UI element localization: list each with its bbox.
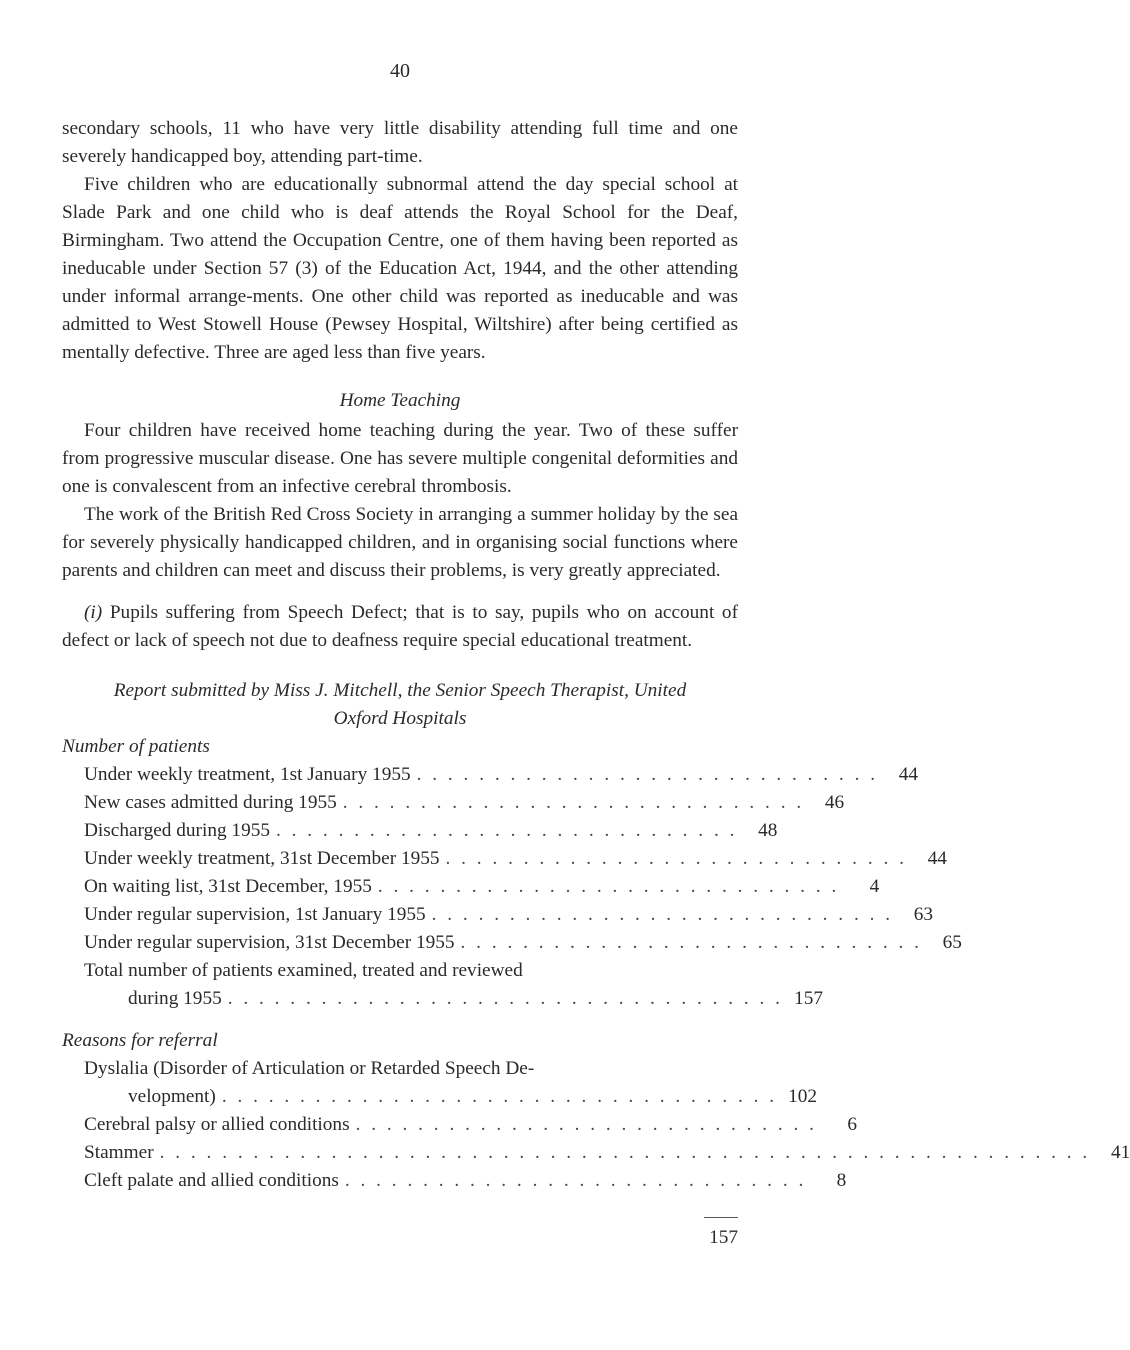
row-label: Cerebral palsy or allied conditions bbox=[84, 1114, 350, 1135]
leader-dots: . . . . . . . . . . . . . . . . . . . . . . . . . . . . . . bbox=[276, 820, 738, 841]
leader-dots: . . . . . . . . . . . . . . . . . . . . . . . . . . . . . . . . . . . . bbox=[227, 988, 783, 1009]
row-value: 4 bbox=[869, 876, 880, 897]
row-label-line1: Total number of patients examined, treated and reviewed bbox=[84, 960, 523, 981]
row-value: 48 bbox=[758, 820, 778, 841]
list-item bbox=[62, 761, 919, 789]
reasons-heading: Reasons for referral bbox=[62, 1030, 218, 1051]
patients-list bbox=[62, 761, 962, 1013]
reasons-total bbox=[62, 1217, 738, 1252]
row-value: 44 bbox=[927, 848, 947, 869]
leader-dots: . . . . . . . . . . . . . . . . . . . . . . . . . . . . . . bbox=[416, 764, 879, 785]
leader-dots: . . . . . . . . . . . . . . . . . . . . . . . . . . . . . . . . . . . . bbox=[221, 1086, 778, 1107]
paragraph-secondary-schools: secondary schools, 11 who have very little disability attending full time and one severely handicapped boy, attending part-time. bbox=[62, 118, 738, 167]
list-item bbox=[62, 1139, 1130, 1167]
row-continuation bbox=[84, 985, 823, 1013]
leader-dots: . . . . . . . . . . . . . . . . . . . . . . . . . . . . . . bbox=[431, 904, 894, 925]
list-item bbox=[62, 789, 845, 817]
leader-dots: . . . . . . . . . . . . . . . . . . . . . . . . . . . . . . . . . . . . . . . . . . . . . . . . . . . . . . . . . . . . bbox=[159, 1142, 1091, 1163]
page-number: 40 bbox=[390, 60, 410, 82]
row-value: 63 bbox=[913, 904, 934, 925]
reasons-list bbox=[62, 1055, 1130, 1252]
row-label: Under weekly treatment, 1st January 1955 bbox=[84, 764, 411, 785]
row-label: New cases admitted during 1955 bbox=[84, 792, 337, 813]
report-title bbox=[62, 677, 738, 733]
speech-defect-label: (i) bbox=[84, 602, 103, 623]
row-value: 41 bbox=[1110, 1142, 1130, 1163]
row-label: Under regular supervision, 31st December 1955 bbox=[84, 932, 455, 953]
leader-dots: . . . . . . . . . . . . . . . . . . . . . . . . . . . . . . bbox=[342, 792, 805, 813]
row-continuation bbox=[84, 1083, 818, 1111]
page-body bbox=[62, 115, 1130, 1252]
report-title-line2: Oxford Hospitals bbox=[333, 708, 467, 729]
section-heading-home-teaching: Home Teaching bbox=[339, 390, 461, 411]
list-item bbox=[62, 929, 962, 957]
list-item-total-examined bbox=[62, 957, 823, 1013]
list-item bbox=[62, 845, 947, 873]
row-label: Stammer bbox=[84, 1142, 154, 1163]
leader-dots: . . . . . . . . . . . . . . . . . . . . . . . . . . . . . . bbox=[460, 932, 922, 953]
list-item-dyslalia bbox=[62, 1055, 818, 1111]
speech-defect-text: Pupils suffering from Speech Defect; that is to say, pupils who on account of defect or lack of speech not due to deafness require special educational treatment. bbox=[62, 602, 738, 651]
leader-dots: . . . . . . . . . . . . . . . . . . . . . . . . . . . . . . bbox=[355, 1114, 817, 1135]
list-item bbox=[62, 873, 880, 901]
list-item bbox=[62, 901, 934, 929]
list-item bbox=[62, 817, 778, 845]
row-value: 6 bbox=[847, 1114, 857, 1135]
reasons-total-value: 157 bbox=[704, 1217, 738, 1252]
row-label: Under regular supervision, 1st January 1955 bbox=[84, 904, 426, 925]
row-label: Cleft palate and allied conditions bbox=[84, 1170, 339, 1191]
row-label-line2: during 1955 bbox=[128, 988, 222, 1009]
row-label-line1: Dyslalia (Disorder of Articulation or Retarded Speech De- bbox=[84, 1058, 535, 1079]
row-label-line2: velopment) bbox=[128, 1086, 216, 1107]
row-value: 44 bbox=[898, 764, 919, 785]
row-value: 46 bbox=[824, 792, 845, 813]
paragraph-home-teaching: Four children have received home teaching during the year. Two of these suffer from progressive muscular disease. One has severe multiple congenital deformities and one is convalescent from an infective cerebral thrombosis. bbox=[62, 420, 738, 497]
row-label: On waiting list, 31st December, 1955 bbox=[84, 876, 372, 897]
row-value: 65 bbox=[942, 932, 962, 953]
paragraph-speech-defect bbox=[62, 599, 738, 655]
row-value: 157 bbox=[794, 988, 823, 1009]
list-item bbox=[62, 1111, 857, 1139]
row-value: 8 bbox=[836, 1170, 847, 1191]
list-item bbox=[62, 1167, 847, 1195]
paragraph-special-schools: Five children who are educationally subnormal attend the day special school at Slade Park and one child who is deaf attends the Royal School for the Deaf, Birmingham. Two attend the Occupation Centre, one of them having been reported as ineducable under Section 57 (3) of the Education Act, 1944, and the other attending under informal arrange-ments. One other child was reported as ineducable and was admitted to West Stowell House (Pewsey Hospital, Wiltshire) after being certified as mentally defective. Three are aged less than five years. bbox=[62, 174, 738, 363]
leader-dots: . . . . . . . . . . . . . . . . . . . . . . . . . . . . . . bbox=[344, 1170, 807, 1191]
report-title-line1: Report submitted by Miss J. Mitchell, the Senior Speech Therapist, United bbox=[113, 680, 687, 701]
patients-heading: Number of patients bbox=[62, 736, 210, 757]
row-label: Discharged during 1955 bbox=[84, 820, 270, 841]
leader-dots: . . . . . . . . . . . . . . . . . . . . . . . . . . . . . . bbox=[377, 876, 840, 897]
row-label: Under weekly treatment, 31st December 1955 bbox=[84, 848, 440, 869]
leader-dots: . . . . . . . . . . . . . . . . . . . . . . . . . . . . . . bbox=[445, 848, 907, 869]
paragraph-red-cross: The work of the British Red Cross Society in arranging a summer holiday by the sea for severely physically handicapped children, and in organising social functions where parents and children can meet and discuss their problems, is very greatly appreciated. bbox=[62, 504, 738, 581]
row-value: 102 bbox=[788, 1086, 818, 1107]
